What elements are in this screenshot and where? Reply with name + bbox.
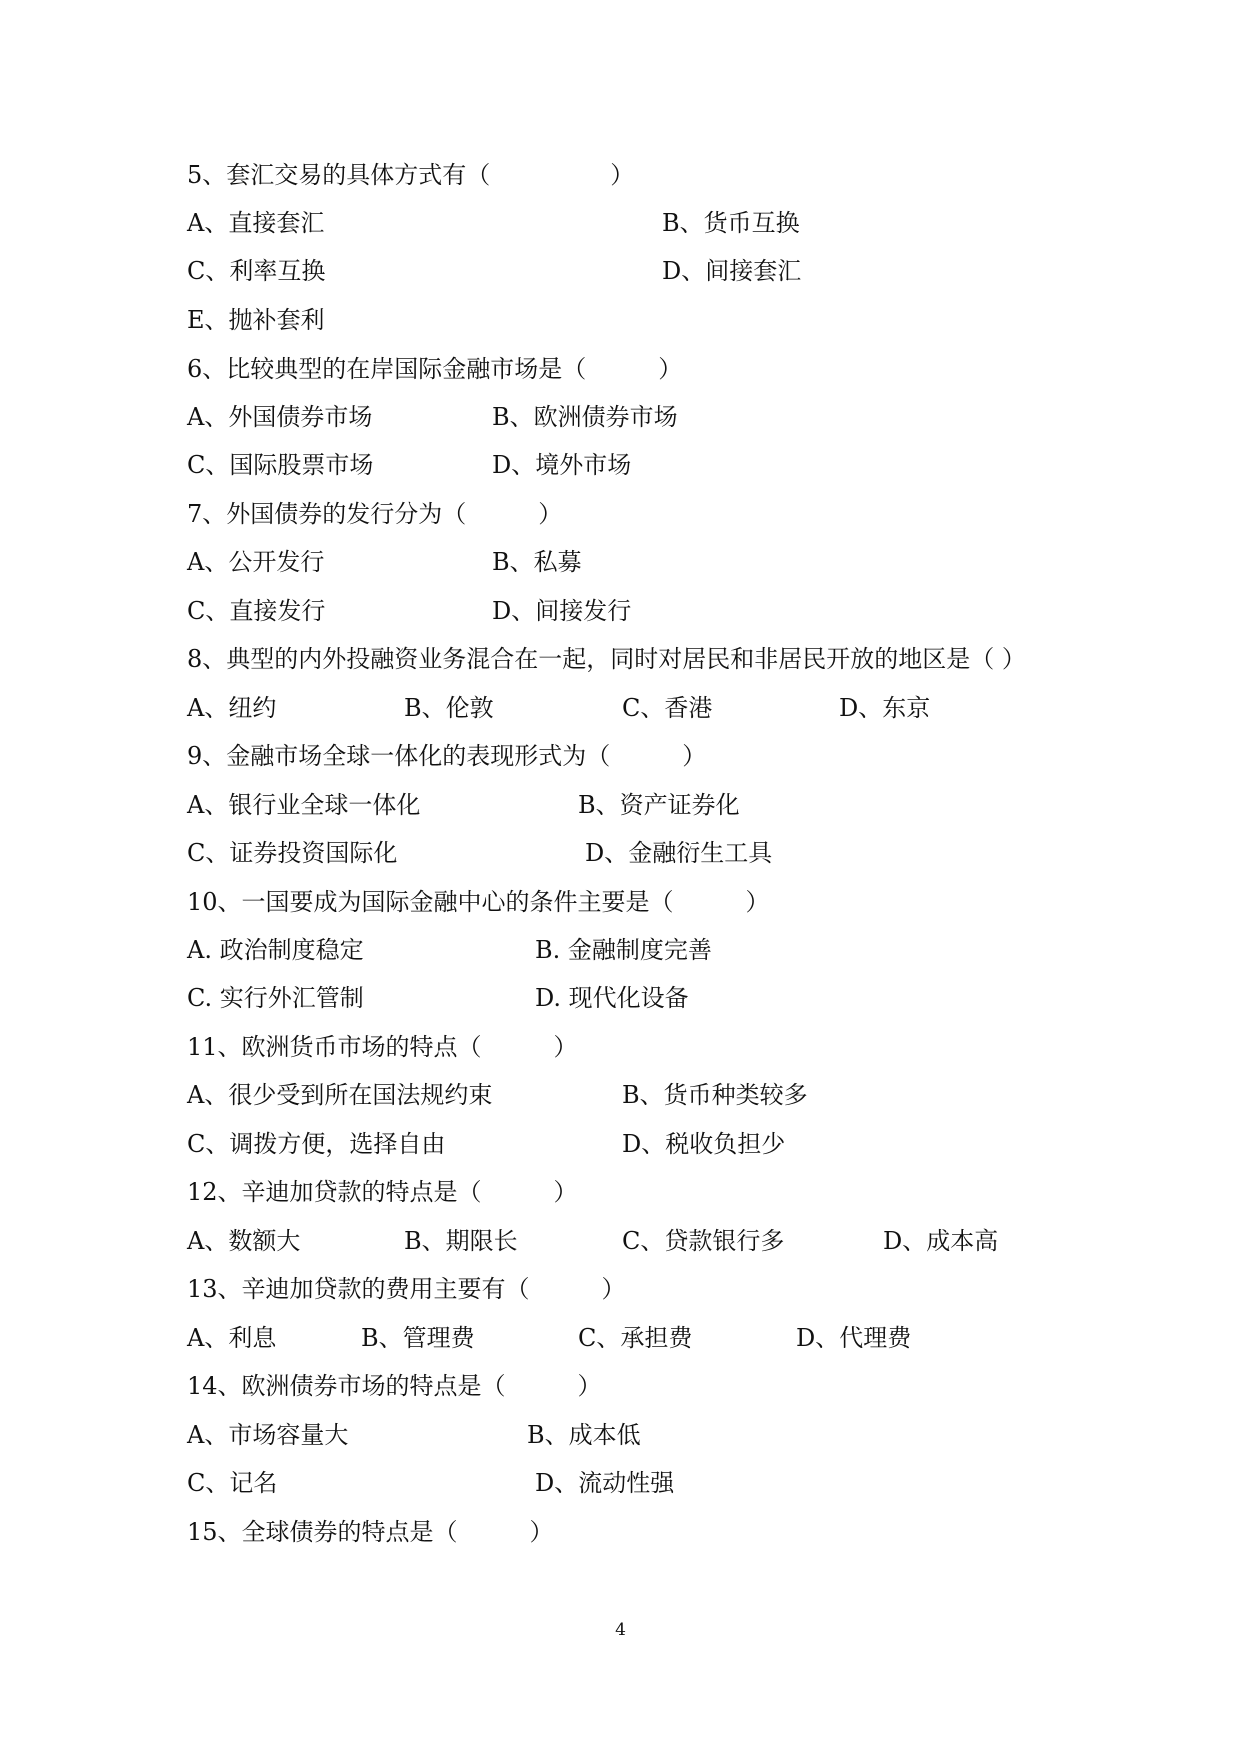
q5-option-c: C、利率互换: [187, 257, 326, 285]
question-7-stem: 7、外国债券的发行分为（ ）: [187, 500, 563, 528]
q10-option-b: B. 金融制度完善: [535, 936, 712, 964]
q12-option-c: C、贷款银行多: [622, 1227, 785, 1255]
q6-option-d: D、境外市场: [492, 451, 632, 479]
q12-option-a: A、数额大: [187, 1227, 301, 1255]
q13-option-a: A、利息: [187, 1324, 277, 1352]
q5-option-b: B、货币互换: [662, 209, 800, 237]
question-11-stem: 11、欧洲货币市场的特点（ ）: [187, 1033, 578, 1061]
q6-option-a: A、外国债券市场: [187, 403, 373, 431]
q6-option-b: B、欧洲债券市场: [492, 403, 678, 431]
page-number: 4: [615, 1620, 626, 1640]
q5-option-d: D、间接套汇: [662, 257, 802, 285]
q8-option-d: D、东京: [839, 694, 931, 722]
q11-option-b: B、货币种类较多: [622, 1081, 808, 1109]
q13-option-b: B、管理费: [361, 1324, 475, 1352]
q10-option-d: D. 现代化设备: [535, 984, 689, 1012]
question-13-stem: 13、辛迪加贷款的费用主要有（ ）: [187, 1275, 626, 1303]
q13-option-c: C、承担费: [578, 1324, 693, 1352]
q11-option-c: C、调拨方便，选择自由: [187, 1130, 446, 1158]
q5-option-a: A、直接套汇: [187, 209, 325, 237]
question-12-stem: 12、辛迪加贷款的特点是（ ）: [187, 1178, 578, 1206]
q12-option-b: B、期限长: [404, 1227, 518, 1255]
q11-option-d: D、税收负担少: [622, 1130, 786, 1158]
q11-option-a: A、很少受到所在国法规约束: [187, 1081, 493, 1109]
q8-option-c: C、香港: [622, 694, 713, 722]
q6-option-c: C、国际股票市场: [187, 451, 374, 479]
question-5-stem: 5、套汇交易的具体方式有（ ）: [187, 161, 635, 189]
q14-option-c: C、记名: [187, 1469, 278, 1497]
q9-option-a: A、银行业全球一体化: [187, 791, 421, 819]
q14-option-a: A、市场容量大: [187, 1421, 349, 1449]
q13-option-d: D、代理费: [796, 1324, 912, 1352]
question-8-stem: 8、典型的内外投融资业务混合在一起，同时对居民和非居民开放的地区是（ ）: [187, 645, 1026, 673]
q7-option-b: B、私募: [492, 548, 582, 576]
q9-option-c: C、证券投资国际化: [187, 839, 398, 867]
q9-option-d: D、金融衍生工具: [585, 839, 773, 867]
q8-option-a: A、纽约: [187, 694, 277, 722]
q10-option-a: A. 政治制度稳定: [187, 936, 364, 964]
question-15-stem: 15、全球债券的特点是（ ）: [187, 1518, 554, 1546]
q9-option-b: B、资产证券化: [578, 791, 740, 819]
q7-option-c: C、直接发行: [187, 597, 326, 625]
q14-option-b: B、成本低: [527, 1421, 641, 1449]
question-14-stem: 14、欧洲债券市场的特点是（ ）: [187, 1372, 602, 1400]
q14-option-d: D、流动性强: [535, 1469, 675, 1497]
q7-option-d: D、间接发行: [492, 597, 632, 625]
q10-option-c: C. 实行外汇管制: [187, 984, 364, 1012]
question-9-stem: 9、金融市场全球一体化的表现形式为（ ）: [187, 742, 707, 770]
question-10-stem: 10、一国要成为国际金融中心的条件主要是（ ）: [187, 888, 770, 916]
q12-option-d: D、成本高: [883, 1227, 999, 1255]
question-6-stem: 6、比较典型的在岸国际金融市场是（ ）: [187, 355, 683, 383]
q8-option-b: B、伦敦: [404, 694, 494, 722]
q5-option-e: E、抛补套利: [187, 306, 325, 334]
q7-option-a: A、公开发行: [187, 548, 325, 576]
